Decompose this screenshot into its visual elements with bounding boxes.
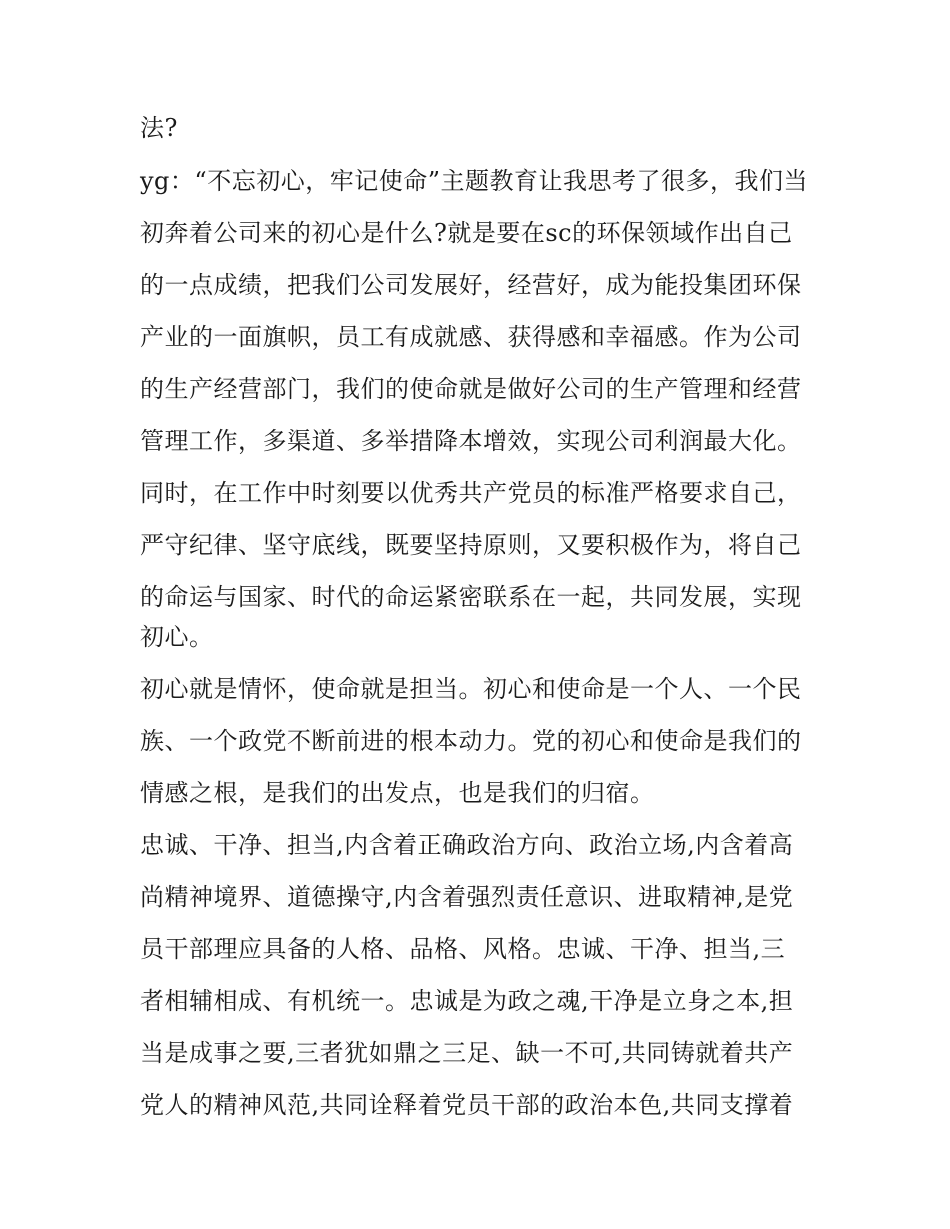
text-line: 管理工作，多渠道、多举措降本增效，实现公司利润最大化。	[140, 427, 802, 455]
text-line: yg：“不忘初心，牢记使命”主题教育让我思考了很多，我们当	[140, 167, 808, 195]
text-line: 尚精神境界、道德操守,内含着强烈责任意识、进取精神,是党	[140, 883, 794, 911]
text-line: 党人的精神风范,共同诠释着党员干部的政治本色,共同支撑着	[140, 1091, 794, 1119]
text-line: 的命运与国家、时代的命运紧密联系在一起，共同发展，实现	[140, 583, 802, 611]
text-line: 初奔着公司来的初心是什么?就是要在sc的环保领域作出自己	[140, 219, 793, 247]
text-line: 情感之根，是我们的出发点，也是我们的归宿。	[140, 779, 655, 807]
text-line: 员干部理应具备的人格、品格、风格。忠诚、干净、担当,三	[140, 935, 786, 963]
text-line: 族、一个政党不断前进的根本动力。党的初心和使命是我们的	[140, 727, 802, 755]
text-line: 产业的一面旗帜，员工有成就感、获得感和幸福感。作为公司	[140, 323, 802, 351]
text-line: 的生产经营部门，我们的使命就是做好公司的生产管理和经营	[140, 375, 802, 403]
text-line: 初心就是情怀，使命就是担当。初心和使命是一个人、一个民	[140, 675, 802, 703]
text-line: 的一点成绩，把我们公司发展好，经营好，成为能投集团环保	[140, 271, 802, 299]
text-line: 法?	[140, 114, 178, 142]
text-line: 当是成事之要,三者犹如鼎之三足、缺一不可,共同铸就着共产	[140, 1039, 794, 1067]
text-line: 忠诚、干净、担当,内含着正确政治方向、政治立场,内含着高	[140, 831, 794, 859]
text-line: 初心。	[140, 623, 214, 651]
text-line: 严守纪律、坚守底线，既要坚持原则，又要积极作为，将自己	[140, 531, 802, 559]
text-line: 者相辅相成、有机统一。忠诚是为政之魂,干净是立身之本,担	[140, 987, 794, 1015]
text-line: 同时，在工作中时刻要以优秀共产党员的标准严格要求自己，	[140, 479, 802, 507]
